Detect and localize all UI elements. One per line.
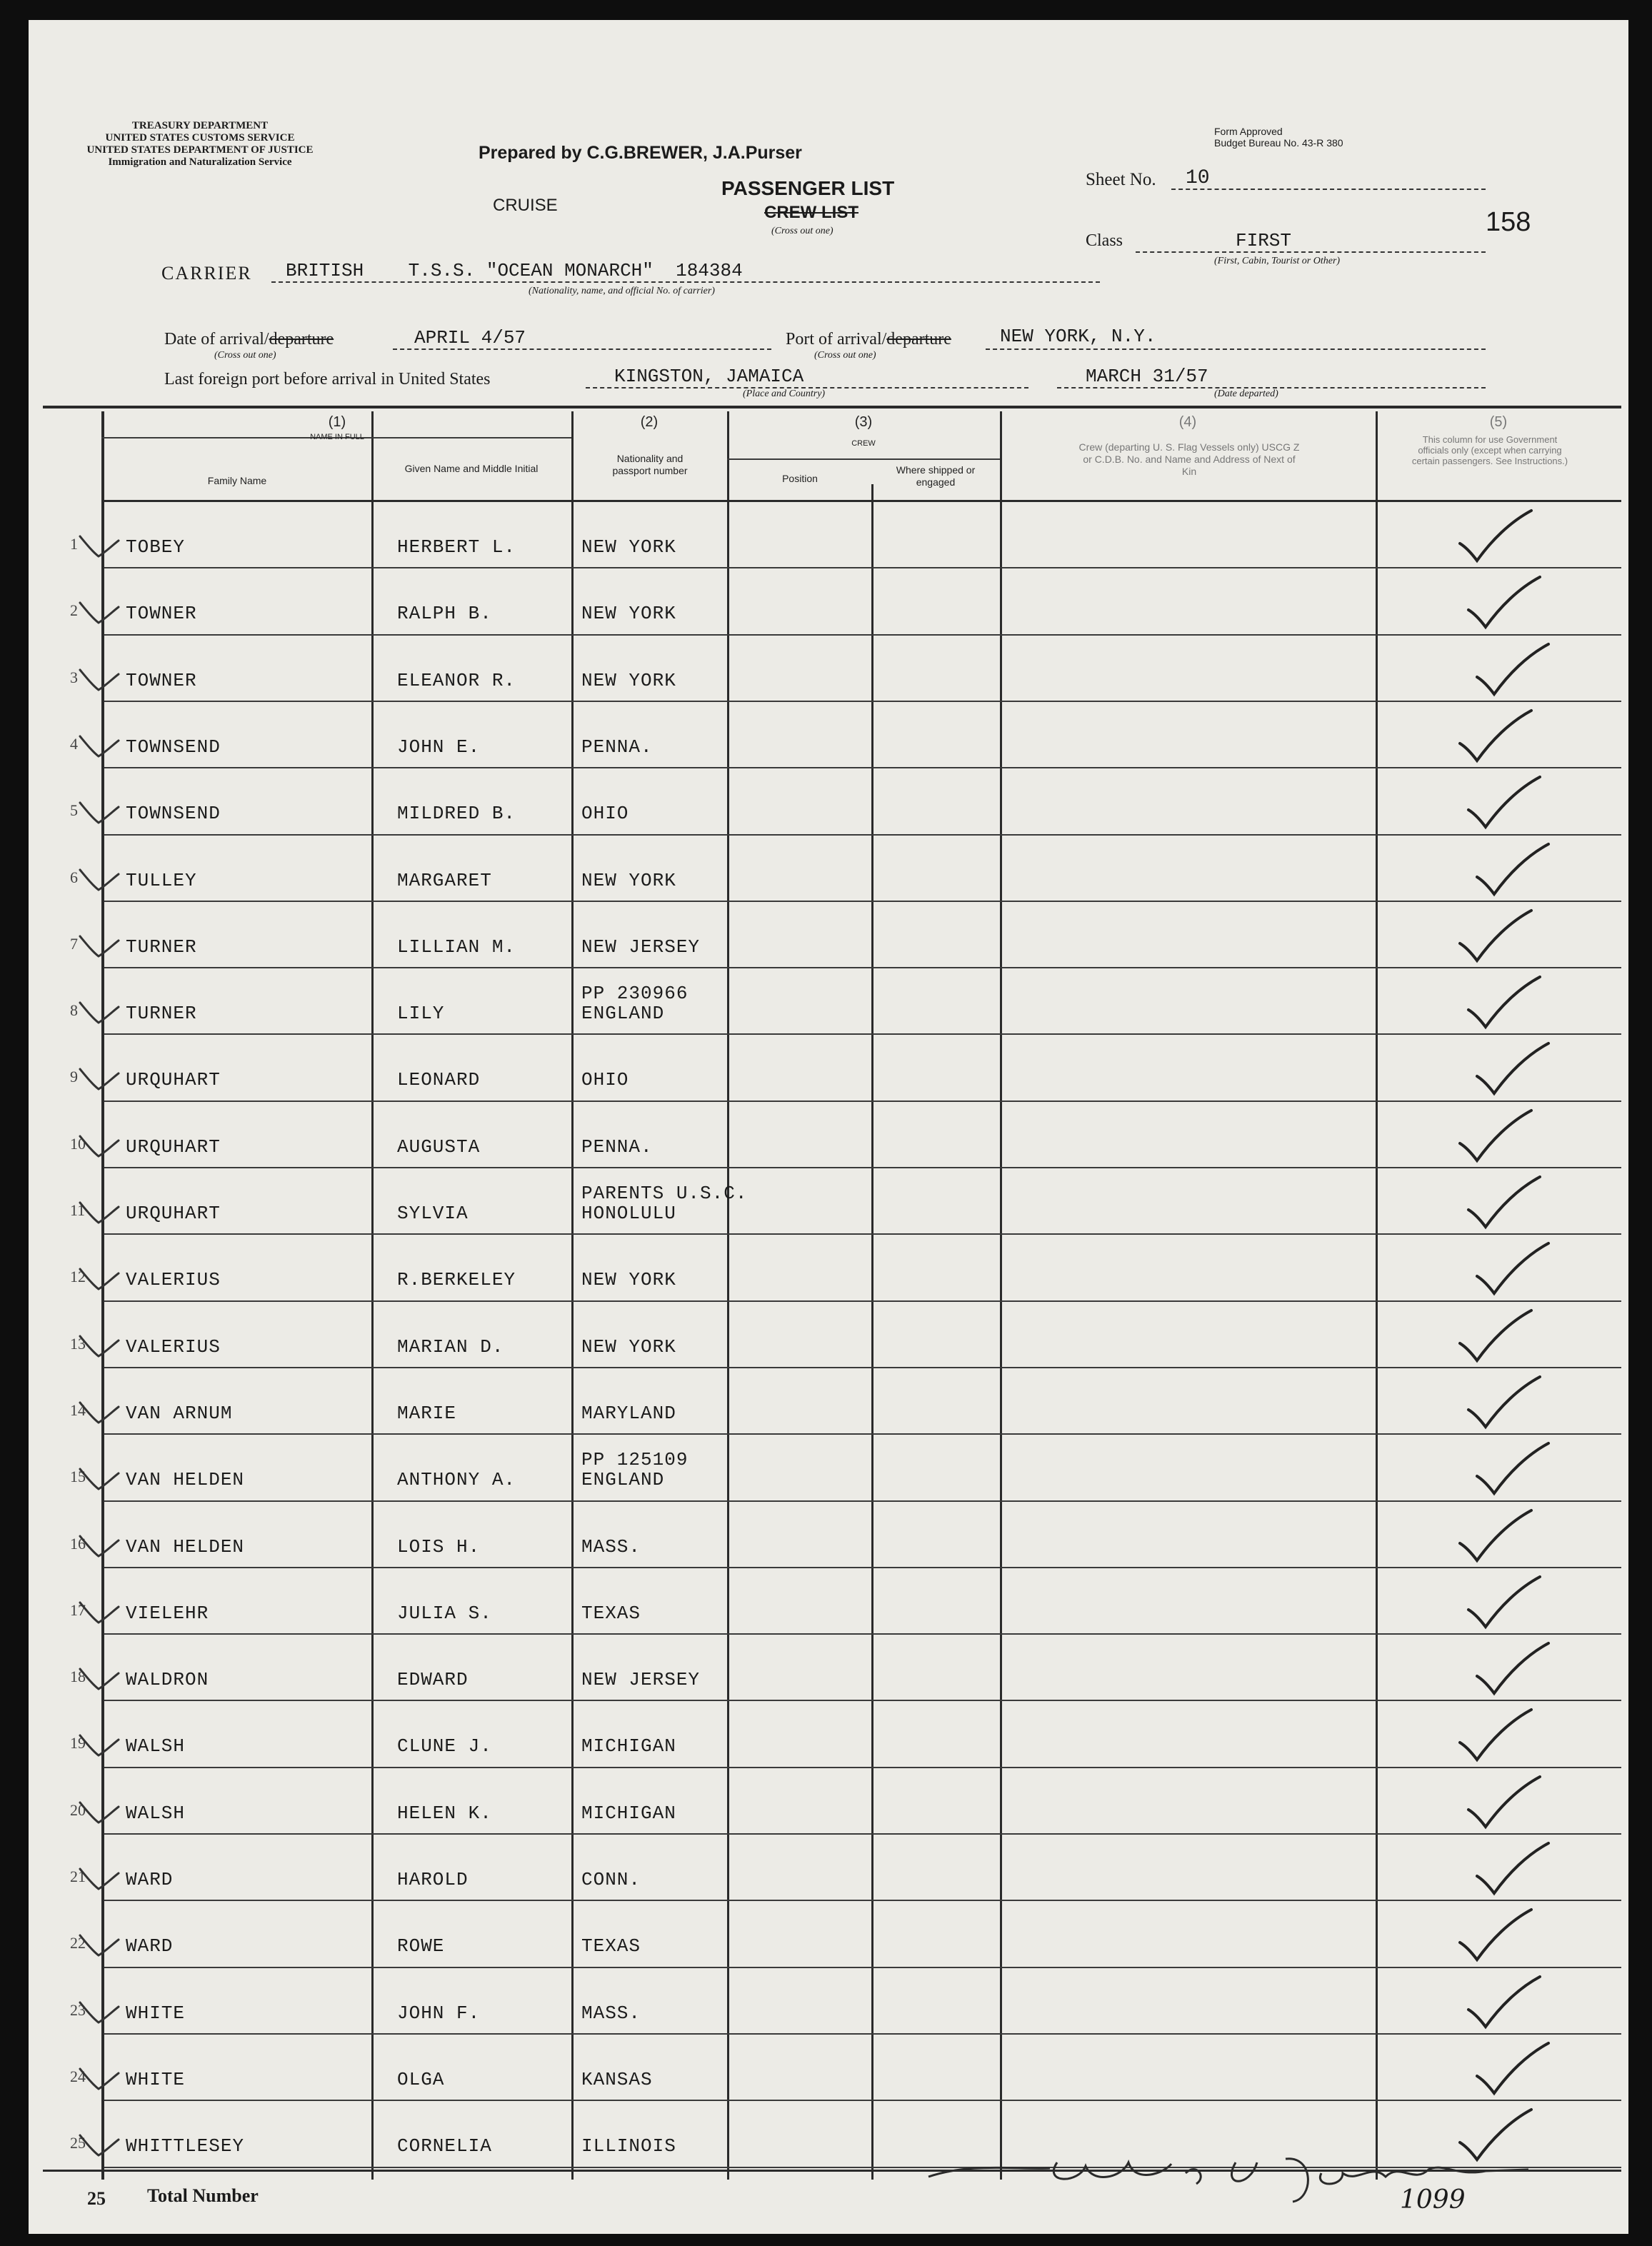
sheet-number: 10 bbox=[1186, 167, 1210, 189]
row-tick-icon bbox=[77, 597, 120, 629]
carrier-note: (Nationality, name, and official No. of carrier) bbox=[529, 286, 715, 296]
position-header: Position bbox=[782, 473, 818, 484]
list-title: PASSENGER LIST bbox=[721, 177, 895, 199]
family-name: VAN HELDEN bbox=[126, 1469, 245, 1491]
crew-header: CREW bbox=[851, 439, 876, 448]
nationality: NEW YORK bbox=[581, 536, 676, 558]
row-tick-icon bbox=[77, 1663, 120, 1695]
family-name: WARD bbox=[126, 1935, 174, 1957]
row-tick-icon bbox=[77, 1197, 120, 1229]
check-mark-icon bbox=[1457, 1508, 1536, 1565]
row-tick-icon bbox=[77, 1597, 120, 1629]
family-name: TOWNER bbox=[126, 669, 197, 691]
row-number: 15 bbox=[70, 1468, 86, 1486]
given-name: R.BERKELEY bbox=[397, 1269, 516, 1291]
row-tick-icon bbox=[77, 997, 120, 1029]
nationality: KANSAS bbox=[581, 2068, 653, 2090]
col-2-number: (2) bbox=[640, 414, 659, 430]
row-number: 1 bbox=[70, 535, 78, 553]
form-approved: Form Approved Budget Bureau No. 43-R 380 bbox=[1214, 126, 1343, 149]
sheet-label: Sheet No. bbox=[1086, 170, 1156, 189]
given-name: CLUNE J. bbox=[397, 1735, 492, 1758]
check-mark-icon bbox=[1457, 908, 1536, 965]
given-name: HAROLD bbox=[397, 1869, 469, 1890]
family-name: TURNER bbox=[126, 936, 197, 958]
given-name: AUGUSTA bbox=[397, 1135, 481, 1158]
row-tick-icon bbox=[77, 1863, 120, 1895]
row-number: 5 bbox=[70, 801, 78, 820]
row-tick-icon bbox=[77, 931, 120, 963]
family-name: URQUHART bbox=[126, 1203, 221, 1224]
check-mark-icon bbox=[1474, 641, 1553, 698]
nationality: NEW YORK bbox=[581, 869, 676, 891]
given-name: JOHN F. bbox=[397, 2002, 481, 2024]
nationality: MICHIGAN bbox=[581, 1802, 676, 1824]
check-mark-icon bbox=[1457, 1707, 1536, 1764]
given-name: LOIS H. bbox=[397, 1535, 481, 1558]
check-mark-icon bbox=[1457, 708, 1536, 765]
nationality: MASS. bbox=[581, 2002, 641, 2024]
col-4-number: (4) bbox=[1178, 414, 1197, 430]
row-tick-icon bbox=[77, 1530, 120, 1563]
given-name: LILLIAN M. bbox=[397, 936, 516, 958]
check-mark-icon bbox=[1466, 1974, 1544, 2031]
row-tick-icon bbox=[77, 797, 120, 829]
family-name: TULLEY bbox=[126, 869, 197, 891]
row-tick-icon bbox=[77, 1263, 120, 1295]
row-tick-icon bbox=[77, 1930, 120, 1962]
check-mark-icon bbox=[1457, 1108, 1536, 1165]
row-number: 2 bbox=[70, 601, 78, 620]
nationality: CONN. bbox=[581, 1869, 641, 1890]
given-name: MILDRED B. bbox=[397, 803, 516, 825]
nationality-line-2: ENGLAND bbox=[581, 1003, 665, 1025]
row-number: 23 bbox=[70, 2000, 86, 2019]
row-number: 16 bbox=[70, 1534, 86, 1553]
prepared-by: Prepared by C.G.BREWER, J.A.Purser bbox=[479, 143, 802, 163]
family-name: WALSH bbox=[126, 1802, 186, 1824]
check-mark-icon bbox=[1474, 1640, 1553, 1698]
family-name: URQUHART bbox=[126, 1135, 221, 1158]
agency-line: UNITED STATES CUSTOMS SERVICE bbox=[105, 132, 295, 144]
family-name: WHITE bbox=[126, 2002, 186, 2024]
carrier-value: BRITISH T.S.S. "OCEAN MONARCH" 184384 bbox=[286, 260, 743, 281]
nationality-header: Nationality and passport number bbox=[612, 453, 688, 476]
signature-number: 1099 bbox=[1400, 2185, 1466, 2215]
given-name: SYLVIA bbox=[397, 1203, 469, 1224]
agency-block bbox=[50, 120, 350, 169]
where-shipped-header: Where shipped or engaged bbox=[896, 464, 976, 488]
family-name: WALDRON bbox=[126, 1669, 209, 1691]
col-1-number: (1) bbox=[328, 414, 346, 430]
row-tick-icon bbox=[77, 1397, 120, 1429]
row-number: 18 bbox=[70, 1668, 86, 1686]
arrival-port: NEW YORK, N.Y. bbox=[1000, 326, 1156, 347]
family-name: TOWNER bbox=[126, 603, 197, 625]
check-mark-icon bbox=[1474, 1440, 1553, 1498]
row-tick-icon bbox=[77, 1130, 120, 1163]
given-name-header: Given Name and Middle Initial bbox=[404, 463, 539, 474]
cruise-label: CRUISE bbox=[493, 196, 558, 215]
nationality: MICHIGAN bbox=[581, 1735, 676, 1758]
nationality-line-2: HONOLULU bbox=[581, 1203, 676, 1224]
row-tick-icon bbox=[77, 1730, 120, 1762]
check-mark-icon bbox=[1466, 774, 1544, 831]
check-mark-icon bbox=[1474, 1840, 1553, 1897]
row-tick-icon bbox=[77, 1063, 120, 1096]
row-number: 12 bbox=[70, 1268, 86, 1286]
family-name: WHITE bbox=[126, 2068, 186, 2090]
nationality-line-2: ENGLAND bbox=[581, 1469, 665, 1491]
row-tick-icon bbox=[77, 1463, 120, 1495]
agency-line: TREASURY DEPARTMENT bbox=[131, 120, 269, 131]
row-number: 19 bbox=[70, 1734, 86, 1753]
row-tick-icon bbox=[77, 864, 120, 896]
class-note: (First, Cabin, Tourist or Other) bbox=[1214, 256, 1341, 266]
row-number: 10 bbox=[70, 1134, 86, 1153]
check-mark-icon bbox=[1466, 1774, 1544, 1831]
row-number: 9 bbox=[70, 1068, 78, 1086]
last-port-label: Last foreign port before arrival in United States bbox=[164, 370, 491, 388]
given-name: JOHN E. bbox=[397, 736, 481, 758]
check-mark-icon bbox=[1457, 508, 1536, 565]
nationality: MARYLAND bbox=[581, 1402, 676, 1424]
nationality: NEW JERSEY bbox=[581, 1669, 701, 1691]
row-number: 8 bbox=[70, 1001, 78, 1020]
arrival-date: APRIL 4/57 bbox=[414, 327, 526, 349]
nationality: MASS. bbox=[581, 1535, 641, 1558]
given-name: ROWE bbox=[397, 1935, 445, 1957]
place-country-note: (Place and Country) bbox=[743, 388, 826, 399]
given-name: LEONARD bbox=[397, 1069, 481, 1091]
page-number: 158 bbox=[1486, 207, 1531, 237]
given-name: EDWARD bbox=[397, 1669, 469, 1691]
row-number: 25 bbox=[70, 2134, 86, 2152]
given-name: MARGARET bbox=[397, 869, 492, 891]
family-name: VAN ARNUM bbox=[126, 1402, 233, 1424]
agency-line: Immigration and Naturalization Service bbox=[108, 156, 292, 168]
check-mark-icon bbox=[1474, 2040, 1553, 2097]
family-name: TURNER bbox=[126, 1003, 197, 1025]
family-name: TOWNSEND bbox=[126, 803, 221, 825]
family-name: WALSH bbox=[126, 1735, 186, 1758]
row-number: 24 bbox=[70, 2067, 86, 2085]
given-name: RALPH B. bbox=[397, 603, 492, 625]
row-tick-icon bbox=[77, 2130, 120, 2162]
row-number: 20 bbox=[70, 1800, 86, 1819]
nationality: ILLINOIS bbox=[581, 2135, 676, 2157]
check-mark-icon bbox=[1466, 574, 1544, 631]
nationality: NEW JERSEY bbox=[581, 936, 701, 958]
date-departed: MARCH 31/57 bbox=[1086, 366, 1208, 387]
check-mark-icon bbox=[1466, 974, 1544, 1031]
given-name: CORNELIA bbox=[397, 2135, 492, 2157]
family-name: TOBEY bbox=[126, 536, 186, 558]
given-name: ANTHONY A. bbox=[397, 1469, 516, 1491]
row-tick-icon bbox=[77, 2063, 120, 2095]
family-name: VIELEHR bbox=[126, 1602, 209, 1624]
given-name: LILY bbox=[397, 1003, 445, 1025]
given-name: JULIA S. bbox=[397, 1602, 492, 1624]
agency-line: UNITED STATES DEPARTMENT OF JUSTICE bbox=[86, 144, 314, 156]
nationality: PP 230966 bbox=[581, 983, 689, 1005]
row-tick-icon bbox=[77, 731, 120, 763]
check-mark-icon bbox=[1457, 1308, 1536, 1365]
family-name-header: Family Name bbox=[207, 475, 267, 486]
family-name: WHITTLESEY bbox=[126, 2135, 245, 2157]
cross-out-note-date: (Cross out one) bbox=[214, 350, 276, 361]
check-mark-icon bbox=[1474, 1240, 1553, 1298]
cross-out-note: (Cross out one) bbox=[771, 226, 833, 236]
check-mark-icon bbox=[1466, 1574, 1544, 1631]
row-number: 7 bbox=[70, 934, 78, 953]
row-number: 17 bbox=[70, 1600, 86, 1619]
row-tick-icon bbox=[77, 1330, 120, 1363]
date-label: Date of arrival/departure bbox=[164, 330, 334, 349]
nationality: NEW YORK bbox=[581, 1335, 676, 1358]
row-number: 3 bbox=[70, 668, 78, 686]
row-number: 4 bbox=[70, 734, 78, 753]
crew-list-struck: CREW LIST bbox=[764, 203, 858, 222]
check-mark-icon bbox=[1466, 1174, 1544, 1231]
given-name: ELEANOR R. bbox=[397, 669, 516, 691]
family-name: VAN HELDEN bbox=[126, 1535, 245, 1558]
row-number: 6 bbox=[70, 868, 78, 886]
nationality: PENNA. bbox=[581, 736, 653, 758]
check-mark-icon bbox=[1474, 1041, 1553, 1098]
col-3-number: (3) bbox=[854, 414, 873, 430]
row-number: 22 bbox=[70, 1934, 86, 1952]
given-name: HERBERT L. bbox=[397, 536, 516, 558]
col-1-title: NAME IN FULL bbox=[310, 433, 364, 441]
nationality: OHIO bbox=[581, 1069, 629, 1091]
carrier-label: CARRIER bbox=[161, 263, 252, 284]
family-name: TOWNSEND bbox=[126, 736, 221, 758]
row-number: 14 bbox=[70, 1400, 86, 1419]
crew-note-header: Crew (departing U. S. Flag Vessels only) USCG Z or C.D.B. No. and Name and Address of Next of Kin bbox=[1078, 441, 1300, 477]
nationality: NEW YORK bbox=[581, 669, 676, 691]
nationality: NEW YORK bbox=[581, 1269, 676, 1291]
gov-note-header: This column for use Government officials only (except when carrying certain passengers. See Instructions.) bbox=[1411, 434, 1568, 466]
given-name: MARIAN D. bbox=[397, 1335, 504, 1358]
row-tick-icon bbox=[77, 1997, 120, 2029]
nationality: OHIO bbox=[581, 803, 629, 825]
last-port-value: KINGSTON, JAMAICA bbox=[614, 366, 804, 387]
passenger-list-form bbox=[29, 20, 1628, 2234]
total-label: Total Number bbox=[147, 2185, 259, 2206]
row-tick-icon bbox=[77, 664, 120, 696]
check-mark-icon bbox=[1466, 1374, 1544, 1431]
nationality: TEXAS bbox=[581, 1602, 641, 1624]
row-number: 21 bbox=[70, 1868, 86, 1885]
row-tick-icon bbox=[77, 1797, 120, 1829]
nationality: PARENTS U.S.C. bbox=[581, 1183, 748, 1204]
total-count: 25 bbox=[87, 2188, 106, 2209]
nationality: NEW YORK bbox=[581, 603, 676, 625]
col-5-number: (5) bbox=[1489, 414, 1508, 430]
nationality: PENNA. bbox=[581, 1135, 653, 1158]
row-tick-icon bbox=[77, 531, 120, 563]
row-number: 13 bbox=[70, 1334, 86, 1353]
family-name: VALERIUS bbox=[126, 1335, 221, 1358]
cross-out-note-port: (Cross out one) bbox=[814, 350, 876, 361]
family-name: URQUHART bbox=[126, 1069, 221, 1091]
given-name: HELEN K. bbox=[397, 1802, 492, 1824]
row-number: 11 bbox=[70, 1201, 86, 1219]
class-value: FIRST bbox=[1236, 230, 1292, 251]
given-name: MARIE bbox=[397, 1402, 457, 1424]
port-label: Port of arrival/departure bbox=[786, 330, 951, 349]
check-mark-icon bbox=[1474, 841, 1553, 898]
check-mark-icon bbox=[1457, 1907, 1536, 1964]
family-name: VALERIUS bbox=[126, 1269, 221, 1291]
given-name: OLGA bbox=[397, 2068, 445, 2090]
date-departed-note: (Date departed) bbox=[1214, 388, 1278, 399]
nationality: TEXAS bbox=[581, 1935, 641, 1957]
family-name: WARD bbox=[126, 1869, 174, 1890]
class-label: Class bbox=[1086, 231, 1123, 250]
nationality: PP 125109 bbox=[581, 1449, 689, 1471]
